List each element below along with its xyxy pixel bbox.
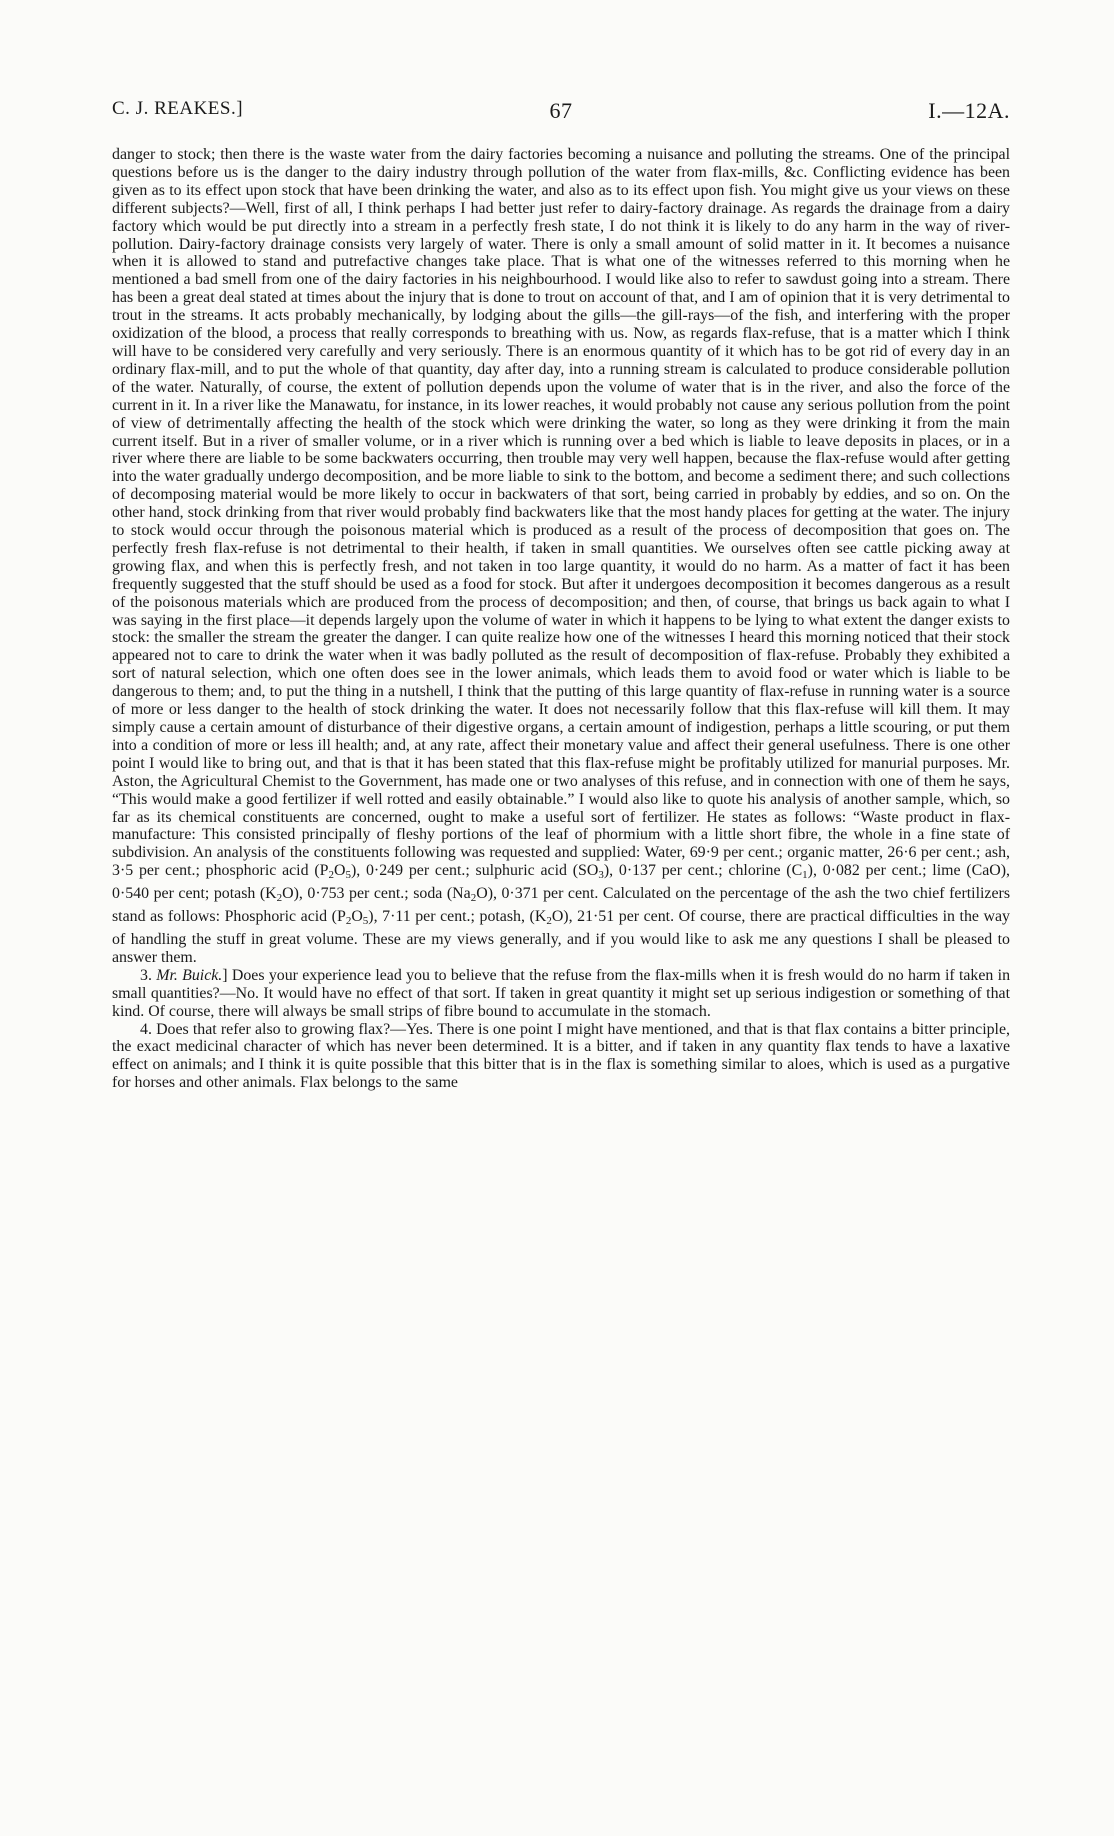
- text-run: O), 0·753 per cent.; soda (Na: [282, 885, 471, 903]
- text-run: O: [333, 862, 346, 880]
- subscript: 2: [328, 869, 334, 882]
- subscript: 5: [345, 869, 351, 882]
- text-run: ), 7·11 per cent.; potash, (K: [368, 908, 547, 926]
- subscript: 1: [802, 869, 808, 882]
- text-run: danger to stock; then there is the waste water from the dairy factories becoming a nuisance and polluting the streams. One of the principal questions before us is the danger to the dairy industry through pollution of the water from flax-mills, &c. Conflicting evidence has been given as to its effect upon stock that have been drinking the water, and also as to its effect upon fish. You might give us your views on these different subjects?—Well, first of all, I think perhaps I had better just refer to dairy-factory drainage. As regards the drainage from a dairy factory which would be put directly into a stream in a perfectly fresh state, I do not think it is likely to do any harm in the way of river-pollution. Dairy-factory drainage consists very largely of water. There is only a small amount of solid matter in it. It becomes a nuisance when it is allowed to stand and putrefactive changes take place. That is what one of the witnesses referred to this morning when he mentioned a bad smell from one of the dairy factories in his neighbourhood. I would like also to refer to sawdust going into a stream. There has been a great deal stated at times about the injury that is done to trout on account of that, and I am of opinion that it is very detrimental to trout in the streams. It acts probably mechanically, by lodging about the gills—the gill-rays—of the fish, and interfering with the proper oxidization of the blood, a process that really corresponds to breathing with us. Now, as regards flax-refuse, that is a matter which I think will have to be considered very carefully and very seriously. There is an enormous quantity of it which has to be got rid of every day in an ordinary flax-mill, and to put the whole of that quantity, day after day, into a running stream is calculated to produce considerable pollution of the water. Naturally, of course, the extent of pollution depends upon the volume of water that is in the river, and also the force of the current in it. In a river like the Manawatu, for instance, in its lower reaches, it would probably not cause any serious pollution from the point of view of detrimentally affecting the health of the stock which were drinking the water, so long as they were drinking it from the main current itself. But in a river of smaller volume, or in a river which is running over a bed which is liable to leave deposits in places, or in a river where there are liable to be some backwaters occurring, then trouble may very well happen, because the flax-refuse would after getting into the water gradually undergo decomposition, and be more liable to sink to the bottom, and become a sediment there; and such collections of decomposing material would be more likely to occur in backwaters of that sort, being carried in probably by eddies, and so on. On the other hand, stock drinking from that river would probably find backwaters like that the most handy places for getting at the water. The injury to stock would occur through the poisonous material which is produced as a result of the process of decomposition that goes on. The perfectly fresh flax-refuse is not detrimental to their health, if taken in small quantities. We ourselves often see cattle picking away at growing flax, and when this is perfectly fresh, and not taken in too large quantity, it would do no harm. As a matter of fact it has been frequently suggested that the stuff should be used as a food for stock. But after it undergoes decomposition it becomes dangerous as a result of the poisonous materials which are produced from the process of decomposition; and then, of course, that brings us back again to what I was saying in the first place—it depends largely upon the volume of water in which it happens to be lying to what extent the danger exists to stock: the smaller the stream the greater the danger. I can quite realize how one of the witnesses I heard this morning noticed that their stock appeared not to care to drink the water when it was badly polluted as the result of decomposition of flax-refuse. Probably they exhibited a sort of natural selection, which one often does see in the lower animals, which leads them to avoid food or water which is liable to be dangerous to them; and, to put the thing in a nutshell, I think that the putting of this large quantity of flax-refuse in running water is a source of more or less danger to the health of stock drinking the water. It does not necessarily follow that this flax-refuse will kill them. It may simply cause a certain amount of disturbance of their digestive organs, a certain amount of indigestion, perhaps a little scouring, or put them into a condition of more or less ill health; and, at any rate, affect their monetary value and affect their general usefulness. There is one other point I would like to bring out, and that is that it has been stated that this flax-refuse might be profitably utilized for manurial purposes. Mr. Aston, the Agricultural Chemist to the Government, has made one or two analyses of this refuse, and in connection with one of them he says, “This would make a good fertilizer if well rotted and easily obtainable.” I would also like to quote his analysis of another sample, which, so far as its chemical constituents are concerned, ought to make a useful sort of fertilizer. He states as follows: “Waste product in flax-manufacture: This consisted principally of fleshy portions of the leaf of phormium with a little short fibre, the whole in a fine state of subdivision. An analysis of the constituents following was requested and supplied: Water, 69·9 per cent.; organic matter, 26·6 per cent.; ash, 3·5 per cent.; phosphoric acid (P: [112, 146, 1010, 880]
- text-run: ), 0·137 per cent.; chlorine (C: [603, 862, 803, 880]
- speaker-name: Mr. Buick.: [156, 966, 223, 984]
- text-run: O), 0·371 per cent. Calculated on the percentage of the ash the two chief fertilizers stand as follows: Phosphoric acid (P: [112, 885, 1011, 926]
- paragraph-question-4: [112, 1021, 1010, 1093]
- subscript: 2: [546, 915, 552, 928]
- paragraph-testimony: [112, 146, 1010, 967]
- subscript: 3: [598, 869, 604, 882]
- header-reference: I.—12A.: [928, 98, 1010, 123]
- body-text: [112, 146, 1010, 1092]
- header-author: C. J. REAKES.]: [112, 98, 244, 119]
- header-page-number: 67: [549, 98, 573, 123]
- page-header: [112, 98, 1010, 128]
- subscript: 2: [345, 915, 352, 928]
- subscript: 2: [470, 892, 477, 905]
- question-text: 4. Does that refer also to growing flax?—Yes. There is one point I might have mentioned, and that is that flax contains a bitter principle, the exact medicinal character of which has never been determined. It is a bitter, and if taken in any quantity flax tends to have a laxative effect on animals; and I think it is quite possible that this bitter that is in the flax is something similar to aloes, which is used as a purgative for horses and other animals. Flax belongs to the same: [112, 1020, 1010, 1092]
- question-text: ] Does your experience lead you to believe that the refuse from the flax-mills when it is fresh would do no harm if taken in small quantities?—No. It would have no effect of that sort. If taken in great quantity it might set up serious indigestion or something of that kind. Of course, there will always be small strips of fibre bound to accumulate in the stomach.: [112, 966, 1011, 1020]
- subscript: 5: [362, 915, 369, 928]
- text-run: O: [351, 908, 363, 926]
- subscript: 2: [276, 892, 283, 905]
- question-number: 3.: [140, 966, 152, 984]
- text-run: ), 0·082 per cent.; lime (CaO), 0·540 per cent; potash (K: [112, 862, 1010, 903]
- text-run: ), 0·249 per cent.; sulphuric acid (SO: [350, 862, 599, 880]
- paragraph-question-3: [112, 967, 1010, 1021]
- text-run: O), 21·51 per cent. Of course, there are practical difficulties in the way of handling the stuff in great volume. These are my views generally, and if you would like to ask me any questions I shall be pleased to answer them.: [112, 908, 1011, 966]
